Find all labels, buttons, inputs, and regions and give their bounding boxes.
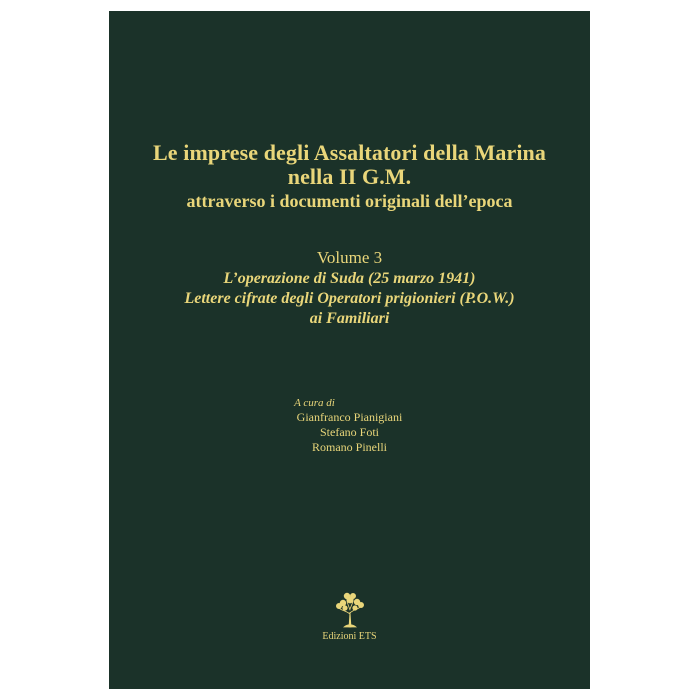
curated-by-label: A cura di bbox=[294, 397, 335, 409]
book-cover bbox=[109, 11, 590, 689]
volume-title-line-1: L’operazione di Suda (25 marzo 1941) bbox=[223, 270, 476, 287]
editor-1: Gianfranco Pianigiani bbox=[296, 410, 403, 424]
volume-block bbox=[109, 247, 590, 329]
subtitle: attraverso i documenti originali dell’epoca bbox=[186, 191, 513, 211]
volume-label: Volume 3 bbox=[316, 248, 383, 267]
title-block bbox=[109, 141, 590, 212]
title-line-1: Le imprese degli Assaltatori della Marina bbox=[153, 140, 546, 165]
editors-block bbox=[109, 396, 590, 455]
publisher-name: Edizioni ETS bbox=[322, 631, 377, 642]
editor-3: Romano Pinelli bbox=[312, 440, 387, 454]
editor-2: Stefano Foti bbox=[320, 425, 379, 439]
title-line-2: nella II G.M. bbox=[287, 164, 412, 189]
tree-logo-icon bbox=[335, 592, 365, 628]
volume-title-line-2: Lettere cifrate degli Operatori prigionieri (P.O.W.) bbox=[184, 290, 515, 307]
volume-title-line-3: ai Familiari bbox=[309, 310, 390, 327]
